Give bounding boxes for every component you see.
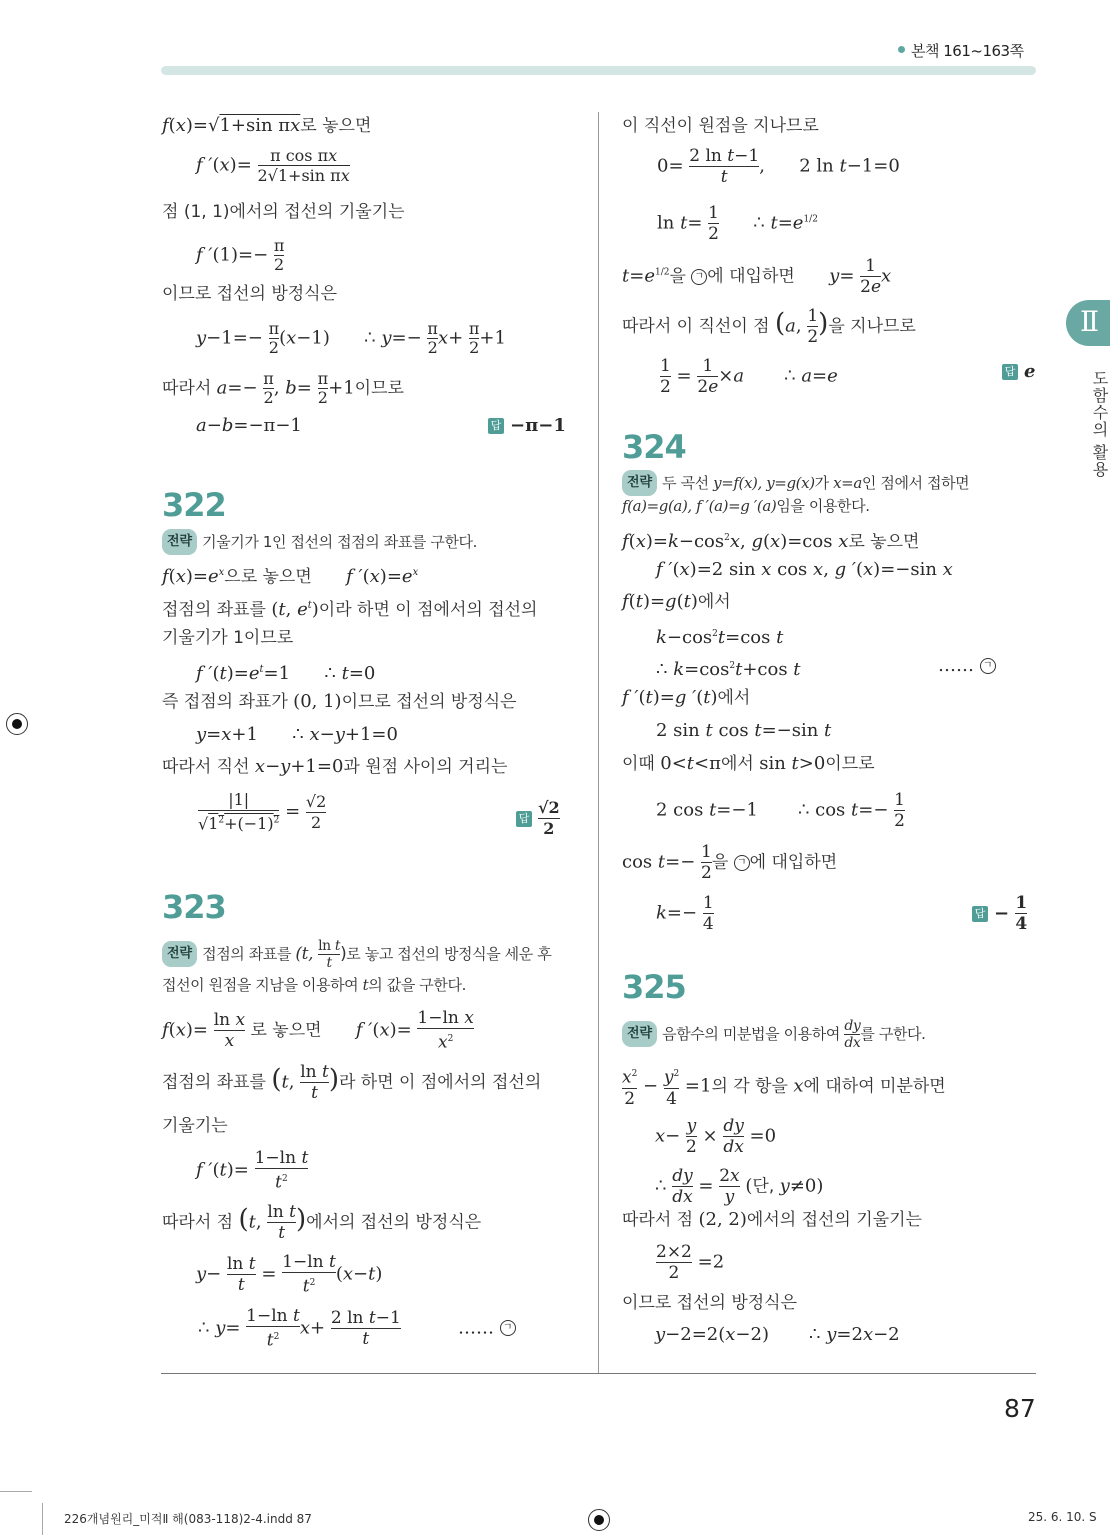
strategy-324-cont: f(a)=g(a), f ′(a)=g ′(a)임을 이용한다. <box>622 497 870 515</box>
chapter-title: 도함수의 활용 <box>1090 370 1109 479</box>
book-reference: 본책 161~163쪽 <box>898 40 1024 61</box>
eq-line: y−2=2(x−2) ∴ y=2x−2 <box>655 1324 900 1345</box>
eq-line: 이때 0<t<π에서 sin t>0이므로 <box>622 753 875 774</box>
eq-line: 즉 접점의 좌표가 (0, 1)이므로 접선의 방정식은 <box>162 691 517 712</box>
circled-label-icon: ㄱ <box>734 855 750 871</box>
answer-322: 답 $\frac{√2}{2}$ <box>516 798 560 839</box>
answer-tag-icon: 답 <box>488 418 504 434</box>
registration-mark-icon <box>588 1509 610 1531</box>
strategy-322: 전략 기울기가 1인 접선의 접점의 좌표를 구한다. <box>162 529 477 555</box>
eq-line: k=− $\frac{1}{4}$ <box>656 893 714 934</box>
eq-line: $\frac{2\times 2}{2}$ =2 <box>656 1242 725 1283</box>
eq-line: $\frac{|1|}{√1^2+(-1)^2}$ = $\frac{√2}{2}$ <box>198 790 327 834</box>
text-line: 이므로 접선의 방정식은 <box>162 284 338 304</box>
eq-label: …… ㄱ <box>938 654 996 678</box>
problem-number-325: 325 <box>622 968 686 1006</box>
strategy-badge: 전략 <box>622 1021 657 1047</box>
answer-323: 답 e <box>1002 360 1035 384</box>
crop-mark <box>42 1503 43 1535</box>
eq-line: ∴ $\frac{dy}{dx}$ = $\frac{2x}{y}$ (단, y≠0) <box>655 1166 824 1207</box>
eq-line: a−b=−π−1 <box>196 415 302 436</box>
answer-321: 답 −π−1 <box>488 414 566 438</box>
text-line: 기울기가 1이므로 <box>162 628 294 648</box>
problem-number-322: 322 <box>162 486 226 524</box>
eq-line: $k-\cos^2t=\cos$ t <box>656 627 784 648</box>
chapter-number: Ⅱ <box>1080 305 1100 338</box>
footer-date: 25. 6. 10. S <box>1028 1510 1097 1524</box>
strategy-badge: 전략 <box>162 941 197 967</box>
eq-line: 따라서 이 직선이 점 (a, $\frac{1}{2}$ )을 지나므로 <box>622 306 916 347</box>
text-line: 기울기는 <box>162 1116 228 1136</box>
text-line: 이므로 접선의 방정식은 <box>622 1293 798 1313</box>
eq-line: $\frac{x^2}{2}$ − $\frac{y^2}{4}$ =1의 각 항을 x에 대하여 미분하면 <box>622 1064 946 1109</box>
eq-line: 따라서 점 (2, 2)에서의 접선의 기울기는 <box>622 1209 922 1230</box>
eq-line: 2 cos t=−1 ∴ cos t=− $\frac{1}{2}$ <box>656 790 905 831</box>
eq-line: 2 sin t cos t=−sin t <box>656 720 832 741</box>
eq-line: 따라서 직선 x−y+1=0과 원점 사이의 거리는 <box>162 756 508 777</box>
problem-number-324: 324 <box>622 428 686 466</box>
eq-line: 접점의 좌표를 (t, $\frac{\text{ln t}}{t}$ )라 하면 이 점에서의 접선의 <box>162 1062 542 1103</box>
problem-number-323: 323 <box>162 888 226 926</box>
page-number: 87 <box>1004 1394 1036 1423</box>
eq-line: f ′(t)=g ′(t)에서 <box>622 687 751 708</box>
eq-line: f ′(x)=2 sin x cos x, g ′(x)=−sin x <box>656 559 953 580</box>
eq-line: ∴ y= $\frac{\text{1−ln t}}{t^2}$ x+ $\frac{\text{2 ln t−1}}{t}$ …… ㄱ <box>198 1306 516 1351</box>
text-line: 이 직선이 원점을 지나므로 <box>622 116 819 136</box>
strategy-325: 전략 음함수의 미분법을 이용하여 $\frac{dy}{dx}$ 를 구한다. <box>622 1018 926 1051</box>
eq-line: $\frac{1}{2}$ = $\frac{1}{2e}$ ×a ∴ a=e <box>660 356 838 397</box>
bottom-rule <box>161 1373 1036 1374</box>
circled-label-icon: ㄱ <box>980 658 996 674</box>
registration-mark-icon <box>6 713 28 735</box>
eq-line: f ′(x)= $\frac{\text{π cos πx}}{\text{2√1+sin πx}}$ <box>196 146 350 185</box>
eq-line: 따라서 점 (t, $\frac{\text{ln t}}{t}$ )에서의 접선의 방정식은 <box>162 1202 482 1243</box>
eq-line: ∴ $k=\cos^2t+\cos$ t <box>656 659 801 680</box>
eq-line: ln t= $\frac{1}{2}$ ∴ $t=e^{1/2}$ <box>657 203 818 244</box>
eq-line: cos t=− $\frac{1}{2}$ 을 ㄱ 에 대입하면 <box>622 842 838 883</box>
bullet-icon <box>898 46 905 53</box>
eq-line: f ′(t)= $\frac{\text{1−ln t}}{t^2}$ <box>196 1148 309 1193</box>
answer-tag-icon: 답 <box>516 811 532 827</box>
eq-line: f(t)=g(t)에서 <box>622 591 731 612</box>
column-divider <box>598 112 599 1374</box>
eq-line: y− $\frac{\text{ln t}}{t}$ = $\frac{\text{1−ln t}}{t^2}$ (x−t) <box>196 1252 383 1297</box>
eq-line: $t=e^{1/2}$을 ㄱ 에 대입하면 y= $\frac{1}{2e}$ x <box>622 256 892 297</box>
text-line: 점 (1, 1)에서의 접선의 기울기는 <box>162 202 405 222</box>
header-bar <box>161 66 1036 75</box>
eq-line: 접점의 좌표를 (t, $e^t$)이라 하면 이 점에서의 접선의 <box>162 599 538 620</box>
circled-label-icon: ㄱ <box>500 1320 516 1336</box>
eq-line: y−1=− $\frac{\pi}{2}$ (x−1) ∴ y=− $\frac{\pi}{2}$ x+ $\frac{\pi}{2}$ +1 <box>196 319 506 357</box>
crop-mark <box>0 1491 32 1492</box>
eq-line: $f(x)=k-\cos^2x$, g(x)=cos x로 놓으면 <box>622 531 920 552</box>
eq-line: 따라서 a=− $\frac{\pi}{2}$ , b= $\frac{\pi}{2}$ +1이므로 <box>162 369 404 407</box>
eq-line: f ′(1)=− $\frac{\pi}{2}$ <box>196 236 285 274</box>
eq-line: $f(x)=e^x$으로 놓으면 f $'(x)=e^x$ <box>162 566 419 587</box>
eq-line: x− $\frac{y}{2}$ × $\frac{dy}{dx}$ =0 <box>655 1116 777 1157</box>
eq-line: 0= $\frac{\text{2 ln t−1}}{t}$ , 2 ln t−1=0 <box>657 146 900 187</box>
eq-line: f(x)=√1+sin πx로 놓으면 <box>162 115 372 136</box>
answer-324: 답 − $\frac{1}{4}$ <box>972 893 1027 934</box>
footer-filename: 226개념원리_미적Ⅱ 해(083-118)2-4.indd 87 <box>64 1512 312 1526</box>
circled-label-icon: ㄱ <box>691 269 707 285</box>
answer-tag-icon: 답 <box>1002 364 1018 380</box>
strategy-324: 전략 두 곡선 y=f(x), y=g(x)가 x=a인 점에서 접하면 <box>622 470 969 496</box>
answer-tag-icon: 답 <box>972 906 988 922</box>
eq-line: y=x+1 ∴ x−y+1=0 <box>196 724 398 745</box>
eq-line: f $'(t)=e^t=1$ ∴ t=0 <box>196 663 376 684</box>
strategy-badge: 전략 <box>622 470 657 496</box>
strategy-323: 전략 접점의 좌표를 (t, $\frac{\text{ln t}}{t}$ )로 놓고 접선의 방정식을 세운 후 <box>162 938 551 971</box>
eq-line: f(x)= $\frac{\text{ln x}}{x}$ 로 놓으면 f ′(x)= $\frac{\text{1−ln x}}{x^2}$ <box>162 1008 474 1053</box>
strategy-badge: 전략 <box>162 529 197 555</box>
strategy-323-cont: 접선이 원점을 지남을 이용하여 t의 값을 구한다. <box>162 976 466 994</box>
